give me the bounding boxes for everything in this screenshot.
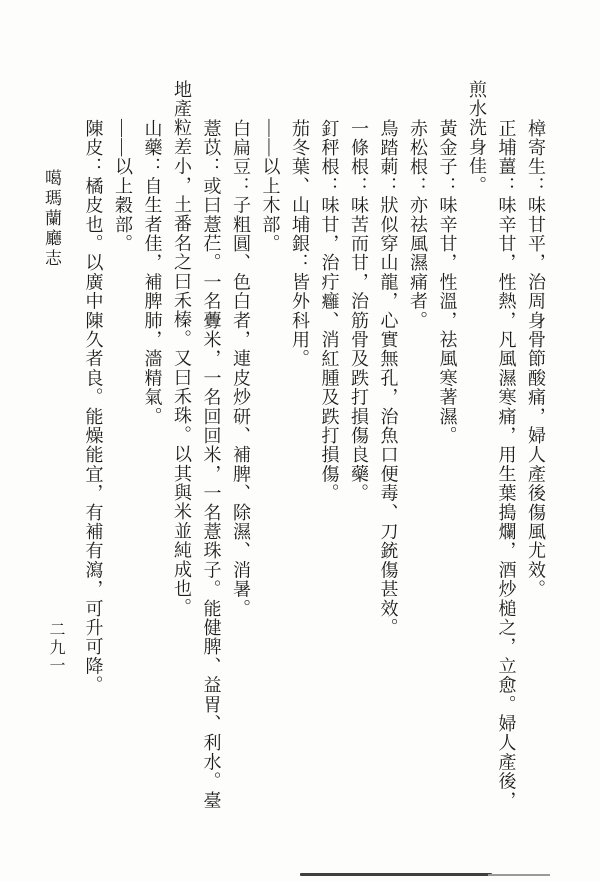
entry-column: 薏苡：或曰薏芢。一名虋米，一名回回米，一名薏珠子。能健脾、益胃、利水。臺 <box>201 119 222 811</box>
entry-column: 赤松根：亦祛風濕痛者。 <box>408 119 428 331</box>
scan-artifact-line-faint <box>488 874 550 876</box>
entry-column: ——以上穀部。 <box>113 119 133 254</box>
continuation-column: 煎水洗身佳。 <box>467 80 487 196</box>
entry-column: 黃金子：味辛甘，性溫，祛風寒著濕。 <box>437 119 458 446</box>
entry-column: 鳥踏莿：狀似穿山龍，心實無孔，治魚口便毒、刀銃傷甚效。 <box>378 119 399 638</box>
entry-column: 山藥：自生者佳，補脾肺，濇精氣。 <box>142 119 163 427</box>
entry-column: 樟寄生：味甘平，治周身骨節酸痛，婦人產後傷風尤效。 <box>526 119 546 599</box>
page-number: 二九一 <box>47 621 64 675</box>
entry-column: 茄冬葉、山埔銀：皆外科用。 <box>290 119 310 369</box>
book-spine-title: 噶瑪蘭廳志 <box>42 169 61 269</box>
continuation-column: 地產粒差小，土番名之曰禾榛。又曰禾珠。以其與米並純成也。 <box>172 80 192 618</box>
entry-column: 陳皮：橘皮也。以廣中陳久者良。能燥能宜，有補有瀉，可升可降。 <box>83 119 104 695</box>
entry-column: ——以上木部。 <box>260 119 281 254</box>
vertical-text-block <box>78 80 550 822</box>
entry-column: 白扁豆：子粗圓、色白者，連皮炒研、補脾、除濕、消暑。 <box>231 119 251 619</box>
entry-column: 一條根：味苦而甘，治筋骨及跌打損傷良藥。 <box>349 119 369 503</box>
entry-column: 釘秤根：味甘，治疔癰、消紅腫及跌打損傷。 <box>319 119 340 503</box>
scan-artifact-line <box>300 873 492 876</box>
entry-column: 正埔薑：味辛甘，性熱，凡風濕寒痛，用生葉搗爛，酒炒槌之，立愈。婦人產後， <box>496 119 517 811</box>
